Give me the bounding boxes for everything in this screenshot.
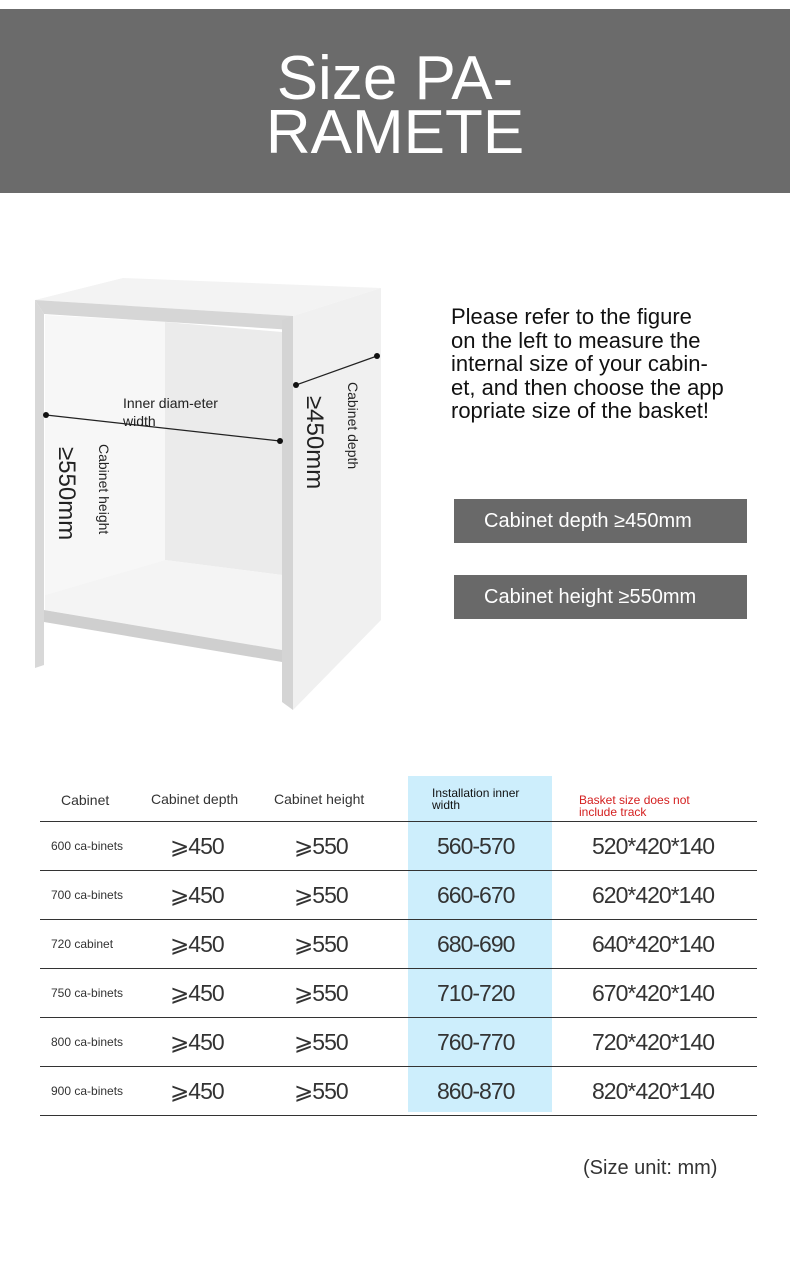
depth-requirement-badge: Cabinet depth ≥450mm [454, 499, 747, 543]
table-row [40, 1067, 757, 1116]
height-requirement-badge: Cabinet height ≥550mm [454, 575, 747, 619]
table-row [40, 822, 757, 871]
cabinet-frame-left [35, 300, 44, 668]
table-row [40, 871, 757, 920]
depth-value: ⩾450 [170, 833, 224, 859]
header-cabinet: Cabinet [61, 792, 110, 808]
inner-width-dot-left [43, 412, 49, 418]
height-value: ⩾550 [294, 1029, 348, 1055]
cabinet-name: 700 ca-binets [51, 888, 124, 902]
depth-value: ⩾450 [170, 1078, 224, 1104]
cabinet-name: 750 ca-binets [51, 986, 124, 1000]
inner-width-label: Inner diam-eter width [123, 395, 218, 429]
depth-dot-front [293, 382, 299, 388]
cabinet-drawing [30, 270, 390, 720]
basket-size-value: 640*420*140 [592, 931, 715, 957]
size-unit-note: (Size unit: mm) [583, 1157, 718, 1179]
cabinet-illustration [30, 270, 390, 720]
header-depth: Cabinet depth [151, 791, 239, 807]
table-row [40, 1018, 757, 1067]
instruction-line: internal size of your cabin- [451, 351, 708, 376]
basket-size-value: 520*420*140 [592, 833, 715, 859]
cabinet-name: 900 ca-binets [51, 1084, 124, 1098]
height-value: ⩾550 [294, 931, 348, 957]
instruction-line: et, and then choose the app [451, 374, 724, 400]
install-width-value: 710-720 [437, 980, 515, 1006]
header-height: Cabinet height [274, 791, 365, 807]
install-width-value: 680-690 [437, 931, 515, 957]
header-basket-size: Basket size does not include track [579, 793, 690, 819]
depth-value: ⩾450 [170, 1029, 224, 1055]
depth-dot-back [374, 353, 380, 359]
cabinet-depth-value: ≥450mm [301, 396, 328, 490]
cabinet-height-label: Cabinet height [96, 444, 112, 535]
install-width-value: 560-570 [437, 833, 515, 859]
height-value: ⩾550 [294, 833, 348, 859]
table-row [40, 920, 757, 969]
install-width-value: 860-870 [437, 1078, 515, 1104]
basket-size-value: 670*420*140 [592, 980, 715, 1006]
page-title [255, 44, 535, 167]
height-value: ⩾550 [294, 1078, 348, 1104]
table-header [40, 776, 757, 822]
install-width-value: 660-670 [437, 882, 515, 908]
cabinet-name: 720 cabinet [51, 937, 114, 951]
page-title-line-1: Size PA- [276, 44, 514, 113]
measurement-instructions [451, 305, 751, 423]
instruction-line: on the left to measure the [451, 327, 701, 353]
instruction-line: Please refer to the figure [451, 304, 692, 329]
page-title-line-2: RAMETE [265, 98, 525, 167]
cabinet-name: 600 ca-binets [51, 839, 124, 853]
cabinet-height-value: ≥550mm [53, 447, 80, 541]
header-install-width: Installation inner width [432, 786, 520, 812]
cabinet-back-right [165, 322, 282, 575]
depth-value: ⩾450 [170, 882, 224, 908]
inner-width-dot-right [277, 438, 283, 444]
table-row [40, 969, 757, 1018]
cabinet-frame-right [282, 316, 293, 710]
cabinet-side-panel [293, 288, 381, 710]
cabinet-depth-label: Cabinet depth [345, 382, 361, 470]
size-table [40, 776, 757, 1116]
height-value: ⩾550 [294, 882, 348, 908]
basket-size-value: 720*420*140 [592, 1029, 715, 1055]
depth-value: ⩾450 [170, 980, 224, 1006]
top-strip [0, 0, 790, 9]
depth-value: ⩾450 [170, 931, 224, 957]
instruction-line: ropriate size of the basket! [451, 398, 710, 423]
basket-size-value: 820*420*140 [592, 1078, 715, 1104]
basket-size-value: 620*420*140 [592, 882, 715, 908]
cabinet-name: 800 ca-binets [51, 1035, 124, 1049]
height-value: ⩾550 [294, 980, 348, 1006]
install-width-value: 760-770 [437, 1029, 515, 1055]
